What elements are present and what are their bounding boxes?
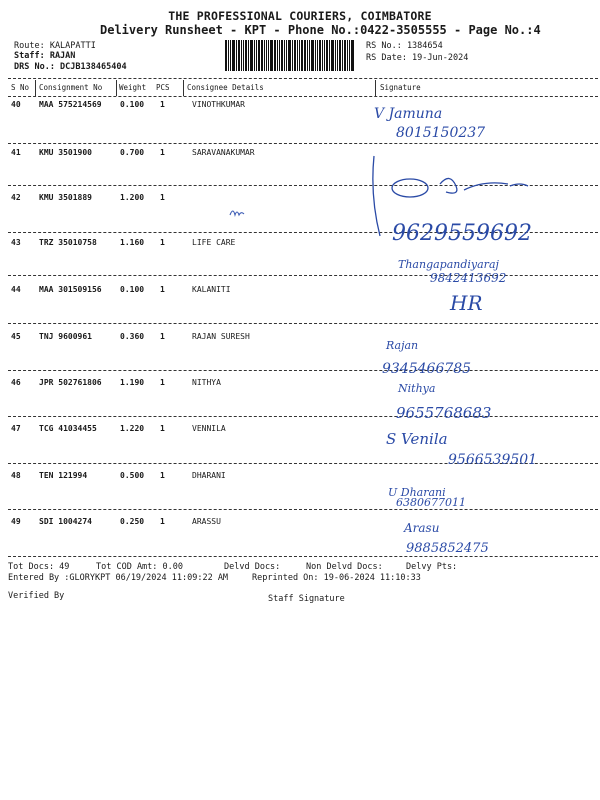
- row-pcs: 1: [160, 424, 165, 433]
- route-label: Route: KALAPATTI: [14, 41, 96, 51]
- row-consignment: TNJ 9600961: [39, 332, 92, 341]
- barcode-bar: [322, 40, 323, 71]
- barcode-bar: [342, 40, 343, 71]
- row-consignment: KMU 3501889: [39, 193, 92, 202]
- barcode-bar: [256, 40, 257, 71]
- barcode-bar: [309, 40, 310, 71]
- barcode-bar: [284, 40, 285, 71]
- signature-phone: 6380677011: [396, 496, 466, 509]
- signature-name: Thangapandiyaraj: [398, 258, 499, 271]
- barcode-bar: [228, 40, 229, 71]
- barcode-bar: [351, 40, 354, 71]
- row-sno: 49: [11, 517, 21, 526]
- barcode-bar: [335, 40, 336, 71]
- row-consignee: VENNILA: [192, 424, 226, 433]
- barcode-bar: [230, 40, 231, 71]
- signature-name: HR: [450, 291, 483, 315]
- row-sno: 46: [11, 378, 21, 387]
- barcode-bar: [241, 40, 242, 71]
- signature-phone: 8015150237: [396, 125, 486, 141]
- barcode-bar: [279, 40, 280, 71]
- row-weight: 1.200: [120, 193, 145, 202]
- reprinted-on: Reprinted On: 19-06-2024 11:10:33: [252, 573, 421, 583]
- row-consignment: SDI 1004274: [39, 517, 92, 526]
- row-sno: 43: [11, 238, 21, 247]
- row-consignee: ARASSU: [192, 517, 221, 526]
- total-docs: Tot Docs: 49: [8, 562, 70, 572]
- delivery-points: Delvy Pts:: [406, 562, 458, 572]
- row-consignee: SARAVANAKUMAR: [192, 148, 255, 157]
- row-pcs: 1: [160, 148, 165, 157]
- col-divider: [375, 80, 376, 96]
- barcode-bar: [225, 40, 227, 71]
- row-sno: 48: [11, 471, 21, 480]
- drs-number: DRS No.: DCJB138465404: [14, 62, 127, 72]
- handwritten-mark: [228, 205, 246, 219]
- barcode-bar: [331, 40, 334, 71]
- signature-area: [370, 96, 600, 566]
- barcode-bar: [337, 40, 338, 71]
- barcode-bar: [288, 40, 291, 71]
- delivered-docs: Delvd Docs:: [224, 562, 281, 572]
- runsheet-title: Delivery Runsheet - KPT - Phone No.:0422-3505555 - Page No.:4: [100, 23, 541, 37]
- row-pcs: 1: [160, 285, 165, 294]
- barcode-bar: [270, 40, 273, 71]
- signature-phone: 9629559692: [392, 221, 532, 246]
- entered-by: Entered By :GLORYKPT 06/19/2024 11:09:22 AM: [8, 573, 229, 583]
- row-sno: 40: [11, 100, 21, 109]
- barcode-bar: [301, 40, 303, 71]
- signature-phone: 9842413692: [430, 271, 507, 285]
- row-weight: 1.190: [120, 378, 145, 387]
- row-weight: 0.250: [120, 517, 145, 526]
- col-divider: [35, 80, 36, 96]
- row-sno: 41: [11, 148, 21, 157]
- col-header-consignment: Consignment No: [39, 83, 103, 92]
- row-consignment: MAA 301509156: [39, 285, 102, 294]
- row-sno: 44: [11, 285, 21, 294]
- barcode: [225, 40, 358, 71]
- row-weight: 1.220: [120, 424, 145, 433]
- company-title: THE PROFESSIONAL COURIERS, COIMBATORE: [168, 9, 432, 23]
- row-pcs: 1: [160, 332, 165, 341]
- barcode-bar: [281, 40, 283, 71]
- row-weight: 0.100: [120, 100, 145, 109]
- row-weight: 1.160: [120, 238, 145, 247]
- barcode-bar: [294, 40, 296, 71]
- row-sno: 45: [11, 332, 21, 341]
- barcode-bar: [339, 40, 341, 71]
- signature-phone: 9655768683: [396, 404, 492, 422]
- staff-label: Staff: RAJAN: [14, 51, 76, 61]
- row-consignment: TEN 121994: [39, 471, 88, 480]
- barcode-bar: [261, 40, 263, 71]
- barcode-bar: [319, 40, 321, 71]
- rs-number: RS No.: 1384654: [366, 41, 443, 51]
- signature-name: Nithya: [398, 382, 436, 395]
- signature-name: S Venila: [386, 430, 448, 448]
- row-consignment: JPR 502761806: [39, 378, 102, 387]
- row-consignment: KMU 3501900: [39, 148, 92, 157]
- row-pcs: 1: [160, 517, 165, 526]
- barcode-bar: [329, 40, 330, 71]
- row-weight: 0.500: [120, 471, 145, 480]
- barcode-bar: [274, 40, 276, 71]
- barcode-bar: [238, 40, 240, 71]
- barcode-bar: [286, 40, 287, 71]
- barcode-bar: [344, 40, 346, 71]
- barcode-bar: [243, 40, 244, 71]
- barcode-bar: [324, 40, 325, 71]
- barcode-bar: [236, 40, 237, 71]
- row-consignee: DHARANI: [192, 471, 226, 480]
- row-weight: 0.360: [120, 332, 145, 341]
- barcode-bar: [297, 40, 298, 71]
- barcode-bar: [245, 40, 247, 71]
- staff-signature-label: Staff Signature: [268, 594, 345, 604]
- row-consignee: VINOTHKUMAR: [192, 100, 245, 109]
- row-sno: 47: [11, 424, 21, 433]
- barcode-bar: [304, 40, 306, 71]
- col-divider: [183, 80, 184, 96]
- rs-date: RS Date: 19-Jun-2024: [366, 53, 469, 63]
- barcode-bar: [266, 40, 267, 71]
- barcode-bar: [317, 40, 318, 71]
- barcode-bar: [232, 40, 235, 71]
- barcode-bar: [311, 40, 314, 71]
- col-divider: [116, 80, 117, 96]
- barcode-bar: [264, 40, 265, 71]
- signature-name: Rajan: [386, 339, 419, 352]
- barcode-bar: [292, 40, 293, 71]
- signature-name: V Jamuna: [374, 106, 443, 122]
- row-consignment: TRZ 35010758: [39, 238, 97, 247]
- row-consignment: TCG 41034455: [39, 424, 97, 433]
- barcode-bar: [307, 40, 308, 71]
- col-header-signature: Signature: [380, 83, 421, 92]
- col-header-pcs: PCS: [156, 83, 170, 92]
- barcode-bar: [248, 40, 249, 71]
- row-sno: 42: [11, 193, 21, 202]
- row-consignee: KALANITI: [192, 285, 231, 294]
- barcode-bar: [347, 40, 348, 71]
- barcode-bar: [326, 40, 328, 71]
- barcode-bar: [268, 40, 269, 71]
- row-consignee: LIFE CARE: [192, 238, 236, 247]
- barcode-bar: [315, 40, 316, 71]
- col-header-sno: S No: [11, 83, 30, 92]
- row-pcs: 1: [160, 471, 165, 480]
- col-header-weight: Weight: [119, 83, 147, 92]
- row-pcs: 1: [160, 378, 165, 387]
- row-weight: 0.700: [120, 148, 145, 157]
- signature-phone: 9885852475: [406, 541, 489, 556]
- total-cod-amount: Tot COD Amt: 0.00: [96, 562, 183, 572]
- row-consignee: RAJAN SURESH: [192, 332, 250, 341]
- signature-name: U Dharani: [388, 486, 446, 499]
- col-header-consignee: Consignee Details: [187, 83, 264, 92]
- barcode-bar: [349, 40, 350, 71]
- barcode-bar: [277, 40, 278, 71]
- barcode-bar: [299, 40, 300, 71]
- row-consignment: MAA 575214569: [39, 100, 102, 109]
- barcode-bar: [250, 40, 253, 71]
- barcode-bar: [254, 40, 255, 71]
- row-weight: 0.100: [120, 285, 145, 294]
- header-top-rule: [8, 78, 598, 79]
- signature-phone: 9566539501: [448, 452, 538, 468]
- row-pcs: 1: [160, 193, 165, 202]
- row-pcs: 1: [160, 238, 165, 247]
- row-pcs: 1: [160, 100, 165, 109]
- barcode-bar: [258, 40, 260, 71]
- non-delivered-docs: Non Delvd Docs:: [306, 562, 383, 572]
- verified-by-label: Verified By: [8, 591, 65, 601]
- row-consignee: NITHYA: [192, 378, 221, 387]
- signature-name: Arasu: [404, 521, 440, 535]
- signature-phone: 9345466785: [382, 361, 472, 377]
